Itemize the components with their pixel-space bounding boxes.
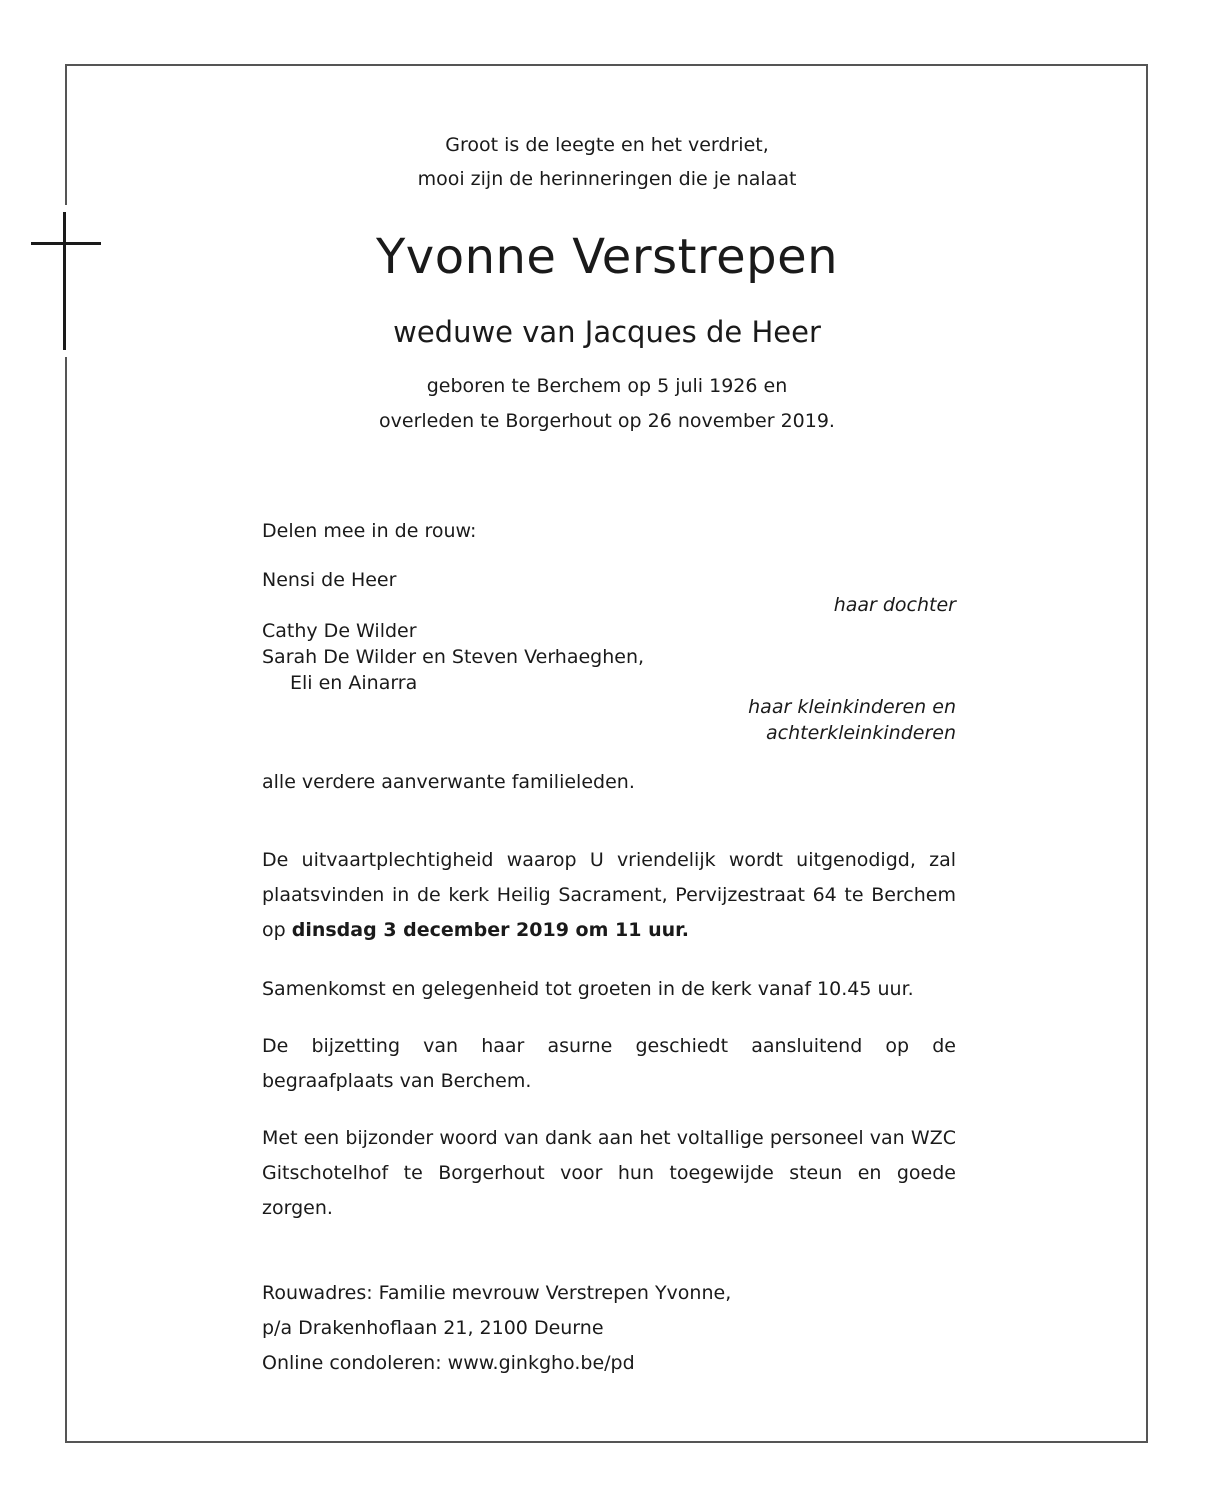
- online-condolences: Online condoleren: www.ginkgho.be/pd: [262, 1352, 635, 1374]
- widow-of: weduwe van Jacques de Heer: [393, 315, 821, 349]
- mourners-intro: Delen mee in de rouw:: [262, 520, 477, 542]
- ceremony-text: De uitvaartplechtigheid waarop U vriendelijk wordt uitgenodigd, zal plaatsvinden in de kerk Heilig Sacrament, Pervijzestraat 64 te Berchem op: [262, 849, 956, 941]
- death-line: overleden te Borgerhout op 26 november 2019.: [379, 410, 835, 432]
- life-dates: [0, 369, 1214, 439]
- grandchildren-role-line: achterkleinkinderen: [766, 722, 956, 744]
- gathering-paragraph: Samenkomst en gelegenheid tot groeten in de kerk vanaf 10.45 uur.: [262, 978, 914, 1000]
- daughter-role: haar dochter: [833, 594, 956, 616]
- mourning-address-street: p/a Drakenhoflaan 21, 2100 Deurne: [262, 1317, 604, 1339]
- deceased-name: Yvonne Verstrepen: [375, 229, 839, 285]
- verse-line: mooi zijn de herinneringen die je nalaat: [417, 168, 797, 190]
- verse-line: Groot is de leegte en het verdriet,: [445, 134, 769, 156]
- great-grandchildren-names: Eli en Ainarra: [290, 672, 418, 694]
- contact-block: [262, 1276, 956, 1381]
- mourning-address: Rouwadres: Familie mevrouw Verstrepen Yvonne,: [262, 1282, 732, 1304]
- burial-paragraph: De bijzetting van haar asurne geschiedt aansluitend op de begraafplaats van Berchem.: [262, 1035, 956, 1092]
- grandchildren-role: [262, 694, 956, 746]
- birth-line: geboren te Berchem op 5 juli 1926 en: [426, 375, 788, 397]
- grandchildren-role-line: haar kleinkinderen en: [748, 696, 956, 718]
- grandchild-name: Sarah De Wilder en Steven Verhaeghen,: [262, 646, 645, 668]
- daughter-name: Nensi de Heer: [262, 569, 397, 591]
- thanks-paragraph: Met een bijzonder woord van dank aan het voltallige personeel van WZC Gitschotelhof te Borgerhout voor hun toegewijde steun en goede zorgen.: [262, 1127, 956, 1219]
- grandchild-name: Cathy De Wilder: [262, 620, 417, 642]
- grandchildren-list: [262, 618, 956, 696]
- other-relatives: alle verdere aanverwante familieleden.: [262, 771, 635, 793]
- memorial-verse: [0, 128, 1214, 196]
- ceremony-datetime: dinsdag 3 december 2019 om 11 uur.: [291, 919, 690, 941]
- ceremony-paragraph: [262, 843, 956, 948]
